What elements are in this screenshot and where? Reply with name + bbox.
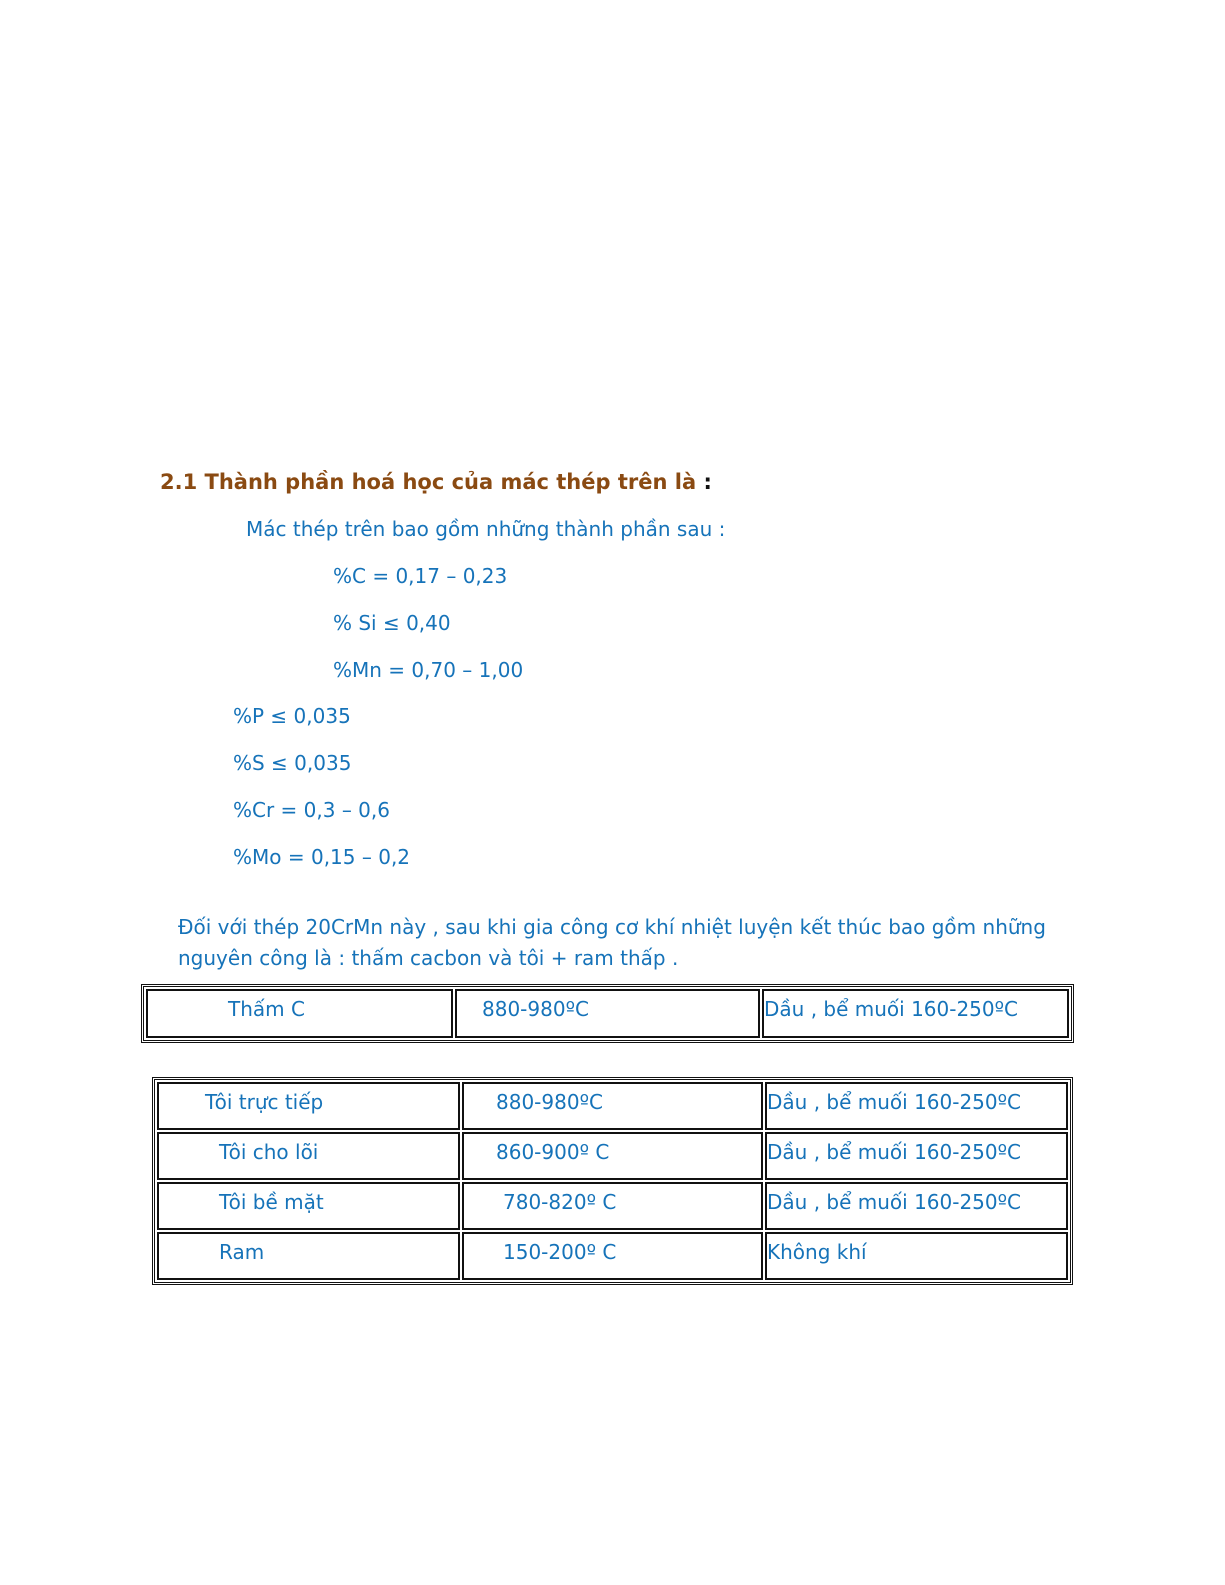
temperature-value: 860-900º C bbox=[496, 1140, 610, 1164]
table-cell-temperature bbox=[462, 1082, 763, 1130]
hardening-table bbox=[152, 1077, 1073, 1285]
temperature-value: 780-820º C bbox=[503, 1190, 617, 1214]
cooling-medium: Dầu , bể muối 160-250ºC bbox=[767, 1090, 1022, 1114]
temperature-value: 150-200º C bbox=[503, 1240, 617, 1264]
process-name: Tôi trực tiếp bbox=[205, 1090, 324, 1114]
composition-chromium: %Cr = 0,3 – 0,6 bbox=[233, 798, 390, 822]
table-cell-medium bbox=[765, 1132, 1068, 1180]
table-row bbox=[146, 989, 1069, 1038]
table-cell-medium bbox=[765, 1082, 1068, 1130]
process-name: Ram bbox=[219, 1240, 265, 1264]
process-name: Tôi bề mặt bbox=[219, 1190, 324, 1214]
process-paragraph-line2: nguyên công là : thấm cacbon và tôi + ram thấp . bbox=[178, 946, 679, 970]
table-row bbox=[157, 1082, 1068, 1130]
composition-carbon: %C = 0,17 – 0,23 bbox=[333, 564, 508, 588]
section-heading-colon: : bbox=[703, 470, 712, 494]
process-paragraph-line1: Đối với thép 20CrMn này , sau khi gia công cơ khí nhiệt luyện kết thúc bao gồm những bbox=[178, 915, 1046, 939]
composition-phosphorus: %P ≤ 0,035 bbox=[233, 704, 351, 728]
table-cell-temperature bbox=[462, 1232, 763, 1280]
cooling-medium: Dầu , bể muối 160-250ºC bbox=[764, 997, 1019, 1021]
carburizing-table bbox=[141, 984, 1074, 1043]
composition-molybdenum: %Mo = 0,15 – 0,2 bbox=[233, 845, 411, 869]
table-cell-process bbox=[157, 1132, 460, 1180]
table-row bbox=[157, 1232, 1068, 1280]
table-cell-temperature bbox=[455, 989, 760, 1038]
table-row bbox=[157, 1182, 1068, 1230]
cooling-medium: Dầu , bể muối 160-250ºC bbox=[767, 1190, 1022, 1214]
table-cell-process bbox=[157, 1232, 460, 1280]
table-row bbox=[157, 1132, 1068, 1180]
composition-manganese: %Mn = 0,70 – 1,00 bbox=[333, 658, 524, 682]
cooling-medium: Dầu , bể muối 160-250ºC bbox=[767, 1140, 1022, 1164]
table-cell-medium bbox=[765, 1182, 1068, 1230]
table-cell-temperature bbox=[462, 1182, 763, 1230]
table-cell-process bbox=[157, 1182, 460, 1230]
table-cell-process bbox=[146, 989, 453, 1038]
table-cell-medium bbox=[762, 989, 1069, 1038]
process-name: Thấm C bbox=[228, 997, 305, 1021]
table-cell-medium bbox=[765, 1232, 1068, 1280]
process-paragraph bbox=[178, 912, 1058, 974]
temperature-value: 880-980ºC bbox=[496, 1090, 603, 1114]
section-heading-text: 2.1 Thành phần hoá học của mác thép trên là bbox=[160, 470, 697, 494]
composition-sulfur: %S ≤ 0,035 bbox=[233, 751, 352, 775]
table-cell-temperature bbox=[462, 1132, 763, 1180]
section-heading bbox=[160, 470, 712, 494]
composition-silicon: % Si ≤ 0,40 bbox=[333, 611, 451, 635]
process-name: Tôi cho lõi bbox=[219, 1140, 319, 1164]
table-cell-process bbox=[157, 1082, 460, 1130]
intro-line: Mác thép trên bao gồm những thành phần sau : bbox=[246, 517, 726, 541]
temperature-value: 880-980ºC bbox=[482, 997, 589, 1021]
cooling-medium: Không khí bbox=[767, 1240, 867, 1264]
